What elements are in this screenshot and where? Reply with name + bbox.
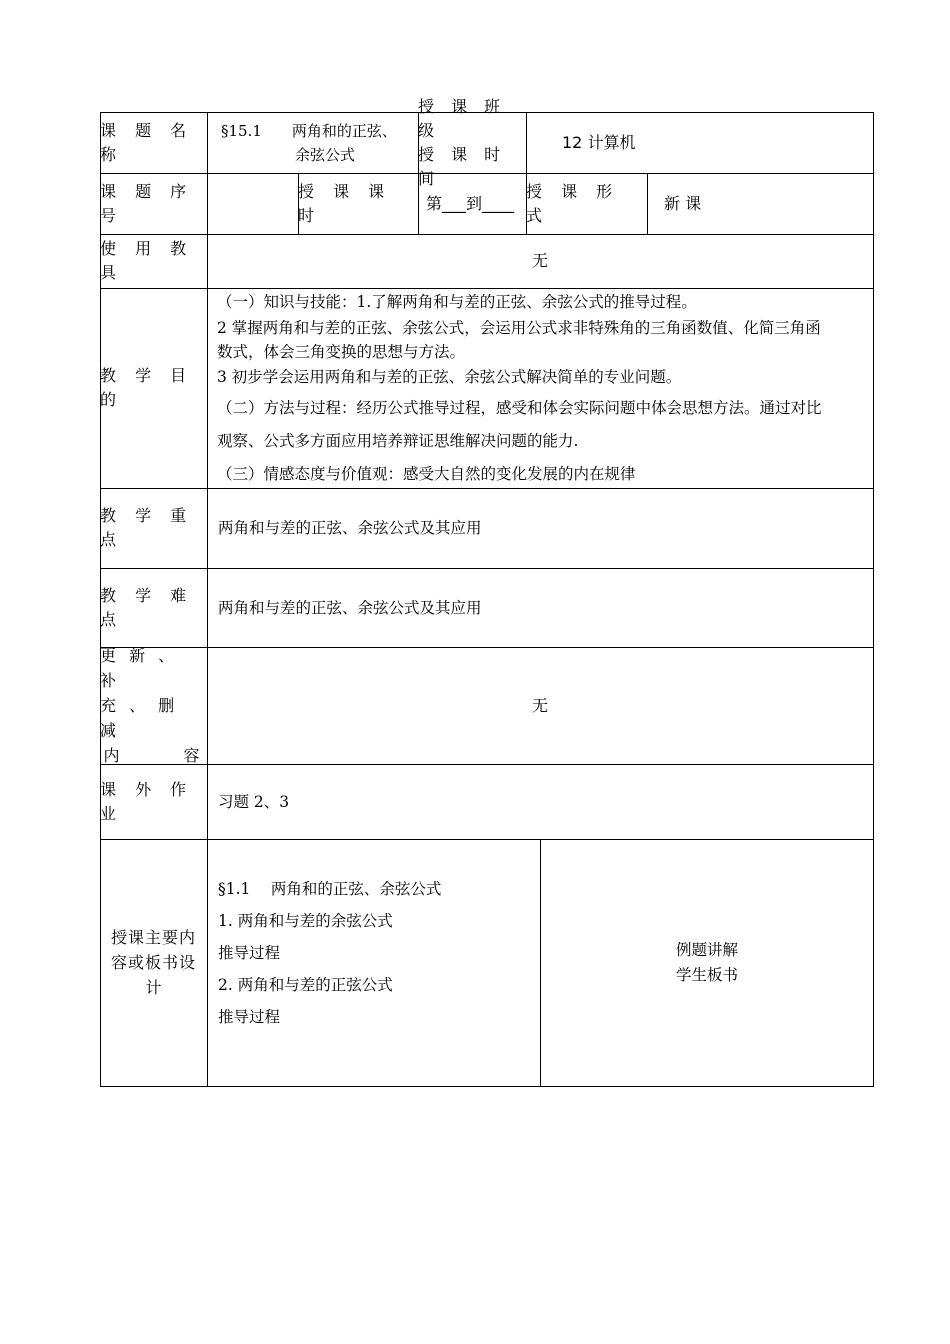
updates-label-line2: 充 、 删 减 (100, 696, 179, 740)
content-label-line3: 计 (145, 978, 162, 997)
updates-label-line3: 内 容 (103, 746, 204, 765)
content-line: 推导过程 (218, 944, 281, 962)
updates-label-line1: 更 新 、 补 (100, 646, 179, 690)
homework-value: 习题 2、3 (218, 792, 290, 811)
class-label-line2: 授 课 时 间 (418, 144, 507, 188)
objectives-line: 3 初步学会运用两角和与差的正弦、余弦公式解决简单的专业问题。 (217, 368, 682, 386)
content-right-line2: 学生板书 (675, 966, 738, 984)
content-right (541, 938, 873, 988)
content-right-line1: 例题讲解 (675, 941, 738, 959)
difficulties-label: 教 学 难 点 (100, 585, 194, 629)
objectives-label: 教 学 目 的 (100, 366, 194, 409)
difficulties-value: 两角和与差的正弦、余弦公式及其应用 (218, 598, 482, 617)
objectives-line: （一）知识与技能：1.了解两角和与差的正弦、余弦公式的推导过程。 (217, 293, 697, 311)
seq-label: 课 题 序 号 (100, 181, 194, 225)
objectives-line: （二）方法与过程：经历公式推导过程，感受和体会实际问题中体会思想方法。通过对比 (217, 399, 822, 417)
tools-value: 无 (531, 251, 548, 270)
topic-value-line1: §15.1 两角和的正弦、 (221, 121, 397, 140)
lesson-plan-table (100, 96, 874, 1087)
form-label: 授 课 形 式 (526, 181, 620, 225)
key-points-value: 两角和与差的正弦、余弦公式及其应用 (218, 519, 482, 537)
tools-label: 使 用 教 具 (100, 239, 194, 282)
form-value: 新 课 (664, 193, 702, 213)
class-value: 12 计算机 (562, 132, 636, 152)
class-label-line1: 授 课 班 级 (418, 96, 507, 140)
hours-value: 第___到____ (426, 193, 515, 213)
content-line: 2. 两角和与差的正弦公式 (218, 976, 393, 994)
key-points-label: 教 学 重 点 (100, 506, 194, 549)
topic-label: 课 题 名 称 (100, 120, 194, 164)
content-label-line1: 授课主要内 (110, 928, 196, 947)
hours-label: 授 课 课 时 (298, 181, 392, 225)
content-line: §1.1 两角和的正弦、余弦公式 (218, 880, 442, 898)
class-label (418, 96, 526, 188)
homework-label: 课 外 作 业 (100, 779, 194, 823)
content-line: 1. 两角和与差的余弦公式 (218, 912, 393, 930)
updates-label (100, 647, 207, 764)
objectives-text (217, 290, 867, 486)
objectives-line: 观察、公式多方面应用培养辩证思维解决问题的能力. (217, 432, 579, 450)
seq-value (207, 173, 298, 234)
topic-value-line2: 余弦公式 (295, 145, 356, 164)
objectives-line: 数式，体会三角变换的思想与方法。 (217, 343, 466, 361)
topic-value (207, 112, 418, 173)
content-label-line2: 容或板书设 (110, 953, 196, 972)
objectives-line: （三）情感态度与价值观：感受大自然的变化发展的内在规律 (217, 465, 636, 483)
content-left (218, 877, 536, 1057)
content-line: 推导过程 (218, 1008, 281, 1026)
content-label (100, 839, 207, 1086)
objectives-line: 2 掌握两角和与差的正弦、余弦公式，会运用公式求非特殊角的三角函数值、化简三角函 (217, 319, 821, 337)
updates-value: 无 (531, 695, 548, 715)
